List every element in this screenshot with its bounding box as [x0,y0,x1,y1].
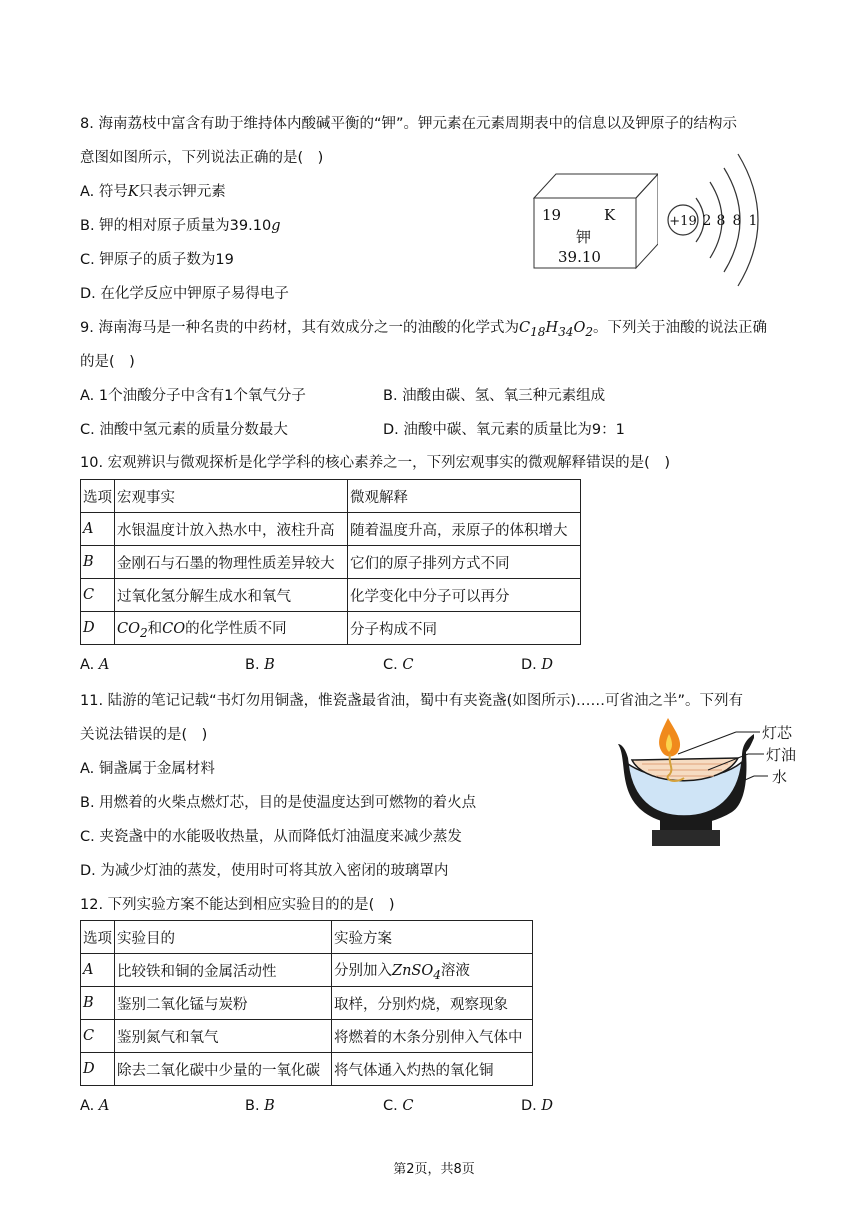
page-footer: 第2页，共8页 [393,1162,475,1177]
q9-option-b: B. 油酸由碳、氢、氧三种元素组成 [383,388,606,404]
shell-1-count: 2 [702,213,712,229]
shell-4-count: 1 [748,213,758,229]
table-header-cell: 宏观事实 [115,480,348,513]
q12-choice-a: A. A [80,1098,110,1114]
q12-stem: 12. 下列实验方案不能达到相应实验目的的是( ) [80,897,395,913]
table-row [81,1020,533,1053]
element-number: 19 [542,206,562,224]
table-cell: A [81,954,115,987]
table-header-cell: 实验方案 [332,921,533,954]
q11-stem-line1: 11. 陆游的笔记记载“书灯勿用铜盏，惟瓷盏最省油，蜀中有夹瓷盏(如图所示)……可省油之半”。下列有 [80,693,744,709]
element-mass: 39.10 [558,248,601,266]
table-row [81,1053,533,1086]
q9-formula: $C_{18}H_{34}O_2$ [518,320,594,339]
table-cell: B [81,987,115,1020]
table-cell: 将气体通入灼热的氧化铜 [332,1053,533,1086]
q9-stem-line1: 9. 海南海马是一种名贵的中药材，其有效成分之一的油酸的化学式为$C_{18}H_{34}O_2$。下列关于油酸的说法正确 [80,320,768,339]
table-cell: 随着温度升高，汞原子的体积增大 [348,513,581,546]
table-row [81,954,533,987]
q10-choice-c: C. C [383,657,414,673]
q10-choice-a: A. A [80,657,110,673]
table-cell: 化学变化中分子可以再分 [348,579,581,612]
q12-choice-b: B. B [245,1098,275,1114]
table-cell: 金刚石与石墨的物理性质差异较大 [115,546,348,579]
q12-choice-d: D. D [521,1098,554,1114]
table-cell: C [81,579,115,612]
table-cell: 取样，分别灼烧，观察现象 [332,987,533,1020]
table-cell: 比较铁和铜的金属活动性 [115,954,332,987]
q8-stem-line1: 8. 海南荔枝中富含有助于维持体内酸碱平衡的“钾”。钾元素在元素周期表中的信息以及钾原子的结构示 [80,116,737,132]
shell-3-count: 8 [732,213,742,229]
q10-choice-b: B. B [245,657,275,673]
table-cell: 鉴别二氧化锰与炭粉 [115,987,332,1020]
table-header-cell: 选项 [81,921,115,954]
q10-table [80,479,581,645]
q10-stem: 10. 宏观辨识与微观探析是化学学科的核心素养之一，下列宏观事实的微观解释错误的是( ) [80,455,670,471]
q10-choice-d: D. D [521,657,554,673]
element-cell-figure [528,168,658,272]
element-symbol: K [604,206,616,224]
table-header-cell: 微观解释 [348,480,581,513]
label-water: 水 [772,768,788,786]
q11-option-b: B. 用燃着的火柴点燃灯芯，目的是使温度达到可燃物的着火点 [80,795,477,811]
table-cell: 分子构成不同 [348,612,581,645]
table-row [81,546,581,579]
shell-2-count: 8 [716,213,726,229]
table-header-cell: 实验目的 [115,921,332,954]
table-cell: 过氧化氢分解生成水和氧气 [115,579,348,612]
label-wick: 灯芯 [762,724,793,742]
q12-choice-c: C. C [383,1098,414,1114]
table-cell: $CO_2$和CO的化学性质不同 [115,612,348,645]
table-cell: 除去二氧化碳中少量的一氧化碳 [115,1053,332,1086]
q8-option-d: D. 在化学反应中钾原子易得电子 [80,286,289,302]
table-cell: 它们的原子排列方式不同 [348,546,581,579]
q8-stem-line2: 意图如图所示，下列说法正确的是( ) [80,150,324,166]
table-header-row [81,480,581,513]
table-cell: D [81,612,115,645]
table-header-cell: 选项 [81,480,115,513]
table-cell: 鉴别氮气和氧气 [115,1020,332,1053]
q11-stem-line2: 关说法错误的是( ) [80,727,208,743]
q8-option-c: C. 钾原子的质子数为19 [80,252,234,268]
table-cell: C [81,1020,115,1053]
q8-option-a: A. 符号K只表示钾元素 [80,184,226,200]
table-row [81,513,581,546]
table-cell: A [81,513,115,546]
q9-option-c: C. 油酸中氢元素的质量分数最大 [80,422,288,438]
q9-option-a: A. 1个油酸分子中含有1个氧气分子 [80,388,306,404]
table-cell: D [81,1053,115,1086]
table-cell: B [81,546,115,579]
label-oil: 灯油 [766,746,797,764]
oil-lamp-figure [612,712,808,856]
q11-option-d: D. 为减少灯油的蒸发，使用时可将其放入密闭的玻璃罩内 [80,863,449,879]
q8-option-b: B. 钾的相对原子质量为39.10g [80,218,281,234]
q11-option-c: C. 夹瓷盏中的水能吸收热量，从而降低灯油温度来减少蒸发 [80,829,462,845]
q11-option-a: A. 铜盏属于金属材料 [80,761,215,777]
table-cell: 分别加入ZnSO$_4$溶液 [332,954,533,987]
table-row [81,612,581,645]
table-cell: 水银温度计放入热水中，液柱升高 [115,513,348,546]
table-cell: 将燃着的木条分别伸入气体中 [332,1020,533,1053]
q9-stem-line2: 的是( ) [80,354,135,370]
table-header-row [81,921,533,954]
atom-nucleus: +19 [669,214,697,229]
table-row [81,987,533,1020]
q12-table [80,920,533,1086]
table-row [81,579,581,612]
q9-option-d: D. 油酸中碳、氧元素的质量比为9：1 [383,422,625,438]
element-name: 钾 [576,228,592,246]
atom-structure-figure [664,150,776,290]
